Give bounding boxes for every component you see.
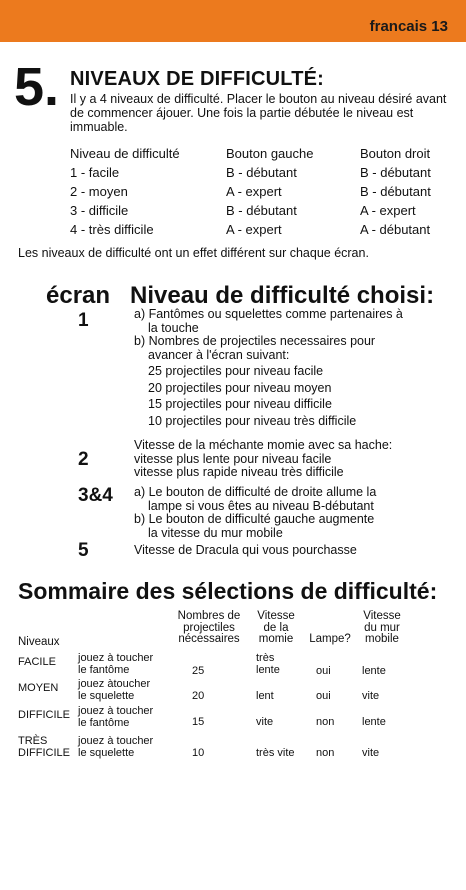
play-line: le fantôme [78, 664, 130, 676]
summary-lamp: oui [316, 690, 331, 702]
levels-cell: B - débutant [360, 184, 431, 199]
levels-cell: 2 - moyen [70, 184, 128, 199]
screen-2-description [134, 439, 392, 480]
levels-cell: B - débutant [226, 165, 297, 180]
screen-3-4-description [134, 486, 376, 540]
screen-1-line: 20 projectiles pour niveau moyen [148, 380, 332, 395]
summary-play [78, 735, 153, 759]
screen-5-line: Vitesse de Dracula qui vous pourchasse [134, 543, 357, 557]
section-number: 5. [14, 57, 60, 117]
play-line: jouez à toucher [78, 735, 154, 747]
level-line: DIFFICILE [18, 747, 70, 759]
summary-header-projectiles [172, 611, 246, 646]
screen-3-4-line: lampe si vous êtes au niveau B-débutant [148, 498, 374, 513]
screen-1-line: la touche [148, 320, 199, 335]
screen-1-line: 25 projectiles pour niveau facile [148, 364, 324, 378]
summary-header-momie [252, 611, 300, 646]
levels-cell: 4 - très difficile [70, 222, 154, 237]
screen-3-4-line: b) Le bouton de difficulté gauche augmente [134, 512, 375, 526]
levels-cell: B - débutant [226, 203, 297, 218]
header-line: mobile [365, 633, 399, 645]
screen-2-line: Vitesse de la méchante momie avec sa hache: [134, 438, 393, 452]
header-line: de la [263, 621, 289, 634]
summary-momie: vite [256, 716, 274, 728]
summary-projectiles: 25 [192, 665, 205, 677]
play-line: jouez à toucher [78, 705, 154, 717]
summary-level [18, 735, 70, 759]
screen-2-line: vitesse plus lente pour niveau facile [134, 451, 332, 466]
header-line: Vitesse [257, 610, 295, 622]
levels-cell: B - débutant [360, 165, 431, 180]
summary-title: Sommaire des sélections de difficulté: [18, 578, 438, 604]
header-line: projectiles [183, 621, 235, 634]
summary-momie: lent [256, 690, 274, 702]
summary-play [78, 705, 153, 729]
summary-projectiles: 10 [192, 747, 205, 759]
summary-level: DIFFICILE [18, 709, 70, 721]
summary-play [78, 678, 150, 702]
summary-momie [256, 652, 280, 676]
page-header [0, 0, 466, 42]
page-number: francais 13 [369, 18, 448, 35]
summary-wall: lente [362, 665, 386, 677]
screen-number-2: 2 [78, 449, 89, 470]
header-line: Vitesse [363, 610, 401, 622]
levels-cell: 3 - difficile [70, 203, 129, 218]
summary-lamp: oui [316, 665, 331, 677]
summary-header-mur [356, 611, 408, 646]
summary-wall: vite [362, 690, 380, 702]
levels-cell: A - expert [226, 184, 282, 199]
screen-1-line: avancer à l'écran suivant: [148, 347, 290, 362]
screen-number-5: 5 [78, 540, 89, 561]
play-line: jouez àtoucher [78, 678, 151, 690]
screen-3-4-line: a) Le bouton de difficulté de droite allume la [134, 485, 377, 499]
level-line: TRÈS [18, 735, 48, 747]
play-line: le fantôme [78, 717, 130, 729]
section-title: NIVEAUX DE DIFFICULTÉ: [70, 68, 325, 90]
levels-cell: A - expert [226, 222, 282, 237]
screen-1-line: 15 projectiles pour niveau difficile [148, 397, 332, 411]
screen-1-line: 10 projectiles pour niveau très difficile [148, 413, 357, 428]
screen-5-description [134, 544, 357, 558]
screen-3-4-line: la vitesse du mur mobile [148, 525, 283, 540]
levels-cell: 1 - facile [70, 165, 120, 180]
levels-header-droit: Bouton droit [360, 146, 431, 161]
header-line: Nombres de [177, 610, 241, 622]
screen-2-line: vitesse plus rapide niveau très difficile [134, 465, 344, 479]
summary-projectiles: 15 [192, 716, 205, 728]
summary-play [78, 652, 153, 676]
summary-lamp: non [316, 716, 335, 728]
screen-1-description [134, 308, 403, 428]
header-line: momie [258, 633, 294, 645]
header-line: du mur [364, 621, 400, 634]
summary-header-niveaux: Niveaux [18, 636, 60, 648]
levels-cell: A - débutant [360, 222, 431, 237]
summary-wall: lente [362, 716, 386, 728]
summary-projectiles: 20 [192, 690, 205, 702]
screen-number-3-4: 3&4 [78, 485, 113, 506]
screen-1-line: b) Nombres de projectiles necessaires pour [134, 334, 376, 348]
levels-header-gauche: Bouton gauche [226, 146, 314, 161]
levels-note: Les niveaux de difficulté ont un effet différent sur chaque écran. [18, 246, 369, 260]
summary-level: FACILE [18, 656, 56, 668]
difficulty-column-title: Niveau de difficulté choisi: [130, 282, 435, 309]
summary-level: MOYEN [18, 682, 59, 694]
momie-line: lente [256, 664, 280, 676]
section-intro: Il y a 4 niveaux de difficulté. Placer le bouton au niveau désiré avant de commencer ájouer. Une fois la partie débutée le niveau est immuable. [70, 92, 447, 134]
screen-column-title: écran [46, 282, 111, 309]
levels-cell: A - expert [360, 203, 416, 218]
levels-header-niveau: Niveau de difficulté [70, 146, 180, 161]
header-line: nécessaires [178, 633, 240, 645]
summary-header-lampe: Lampe? [309, 633, 351, 645]
play-line: le squelette [78, 747, 135, 759]
play-line: jouez à toucher [78, 652, 154, 664]
screen-1-line: a) Fantômes ou squelettes comme partenaires à [134, 307, 403, 321]
summary-lamp: non [316, 747, 335, 759]
play-line: le squelette [78, 690, 135, 702]
summary-wall: vite [362, 747, 380, 759]
momie-line: très [256, 652, 275, 664]
summary-momie: très vite [256, 747, 295, 759]
screen-number-1: 1 [78, 310, 89, 331]
